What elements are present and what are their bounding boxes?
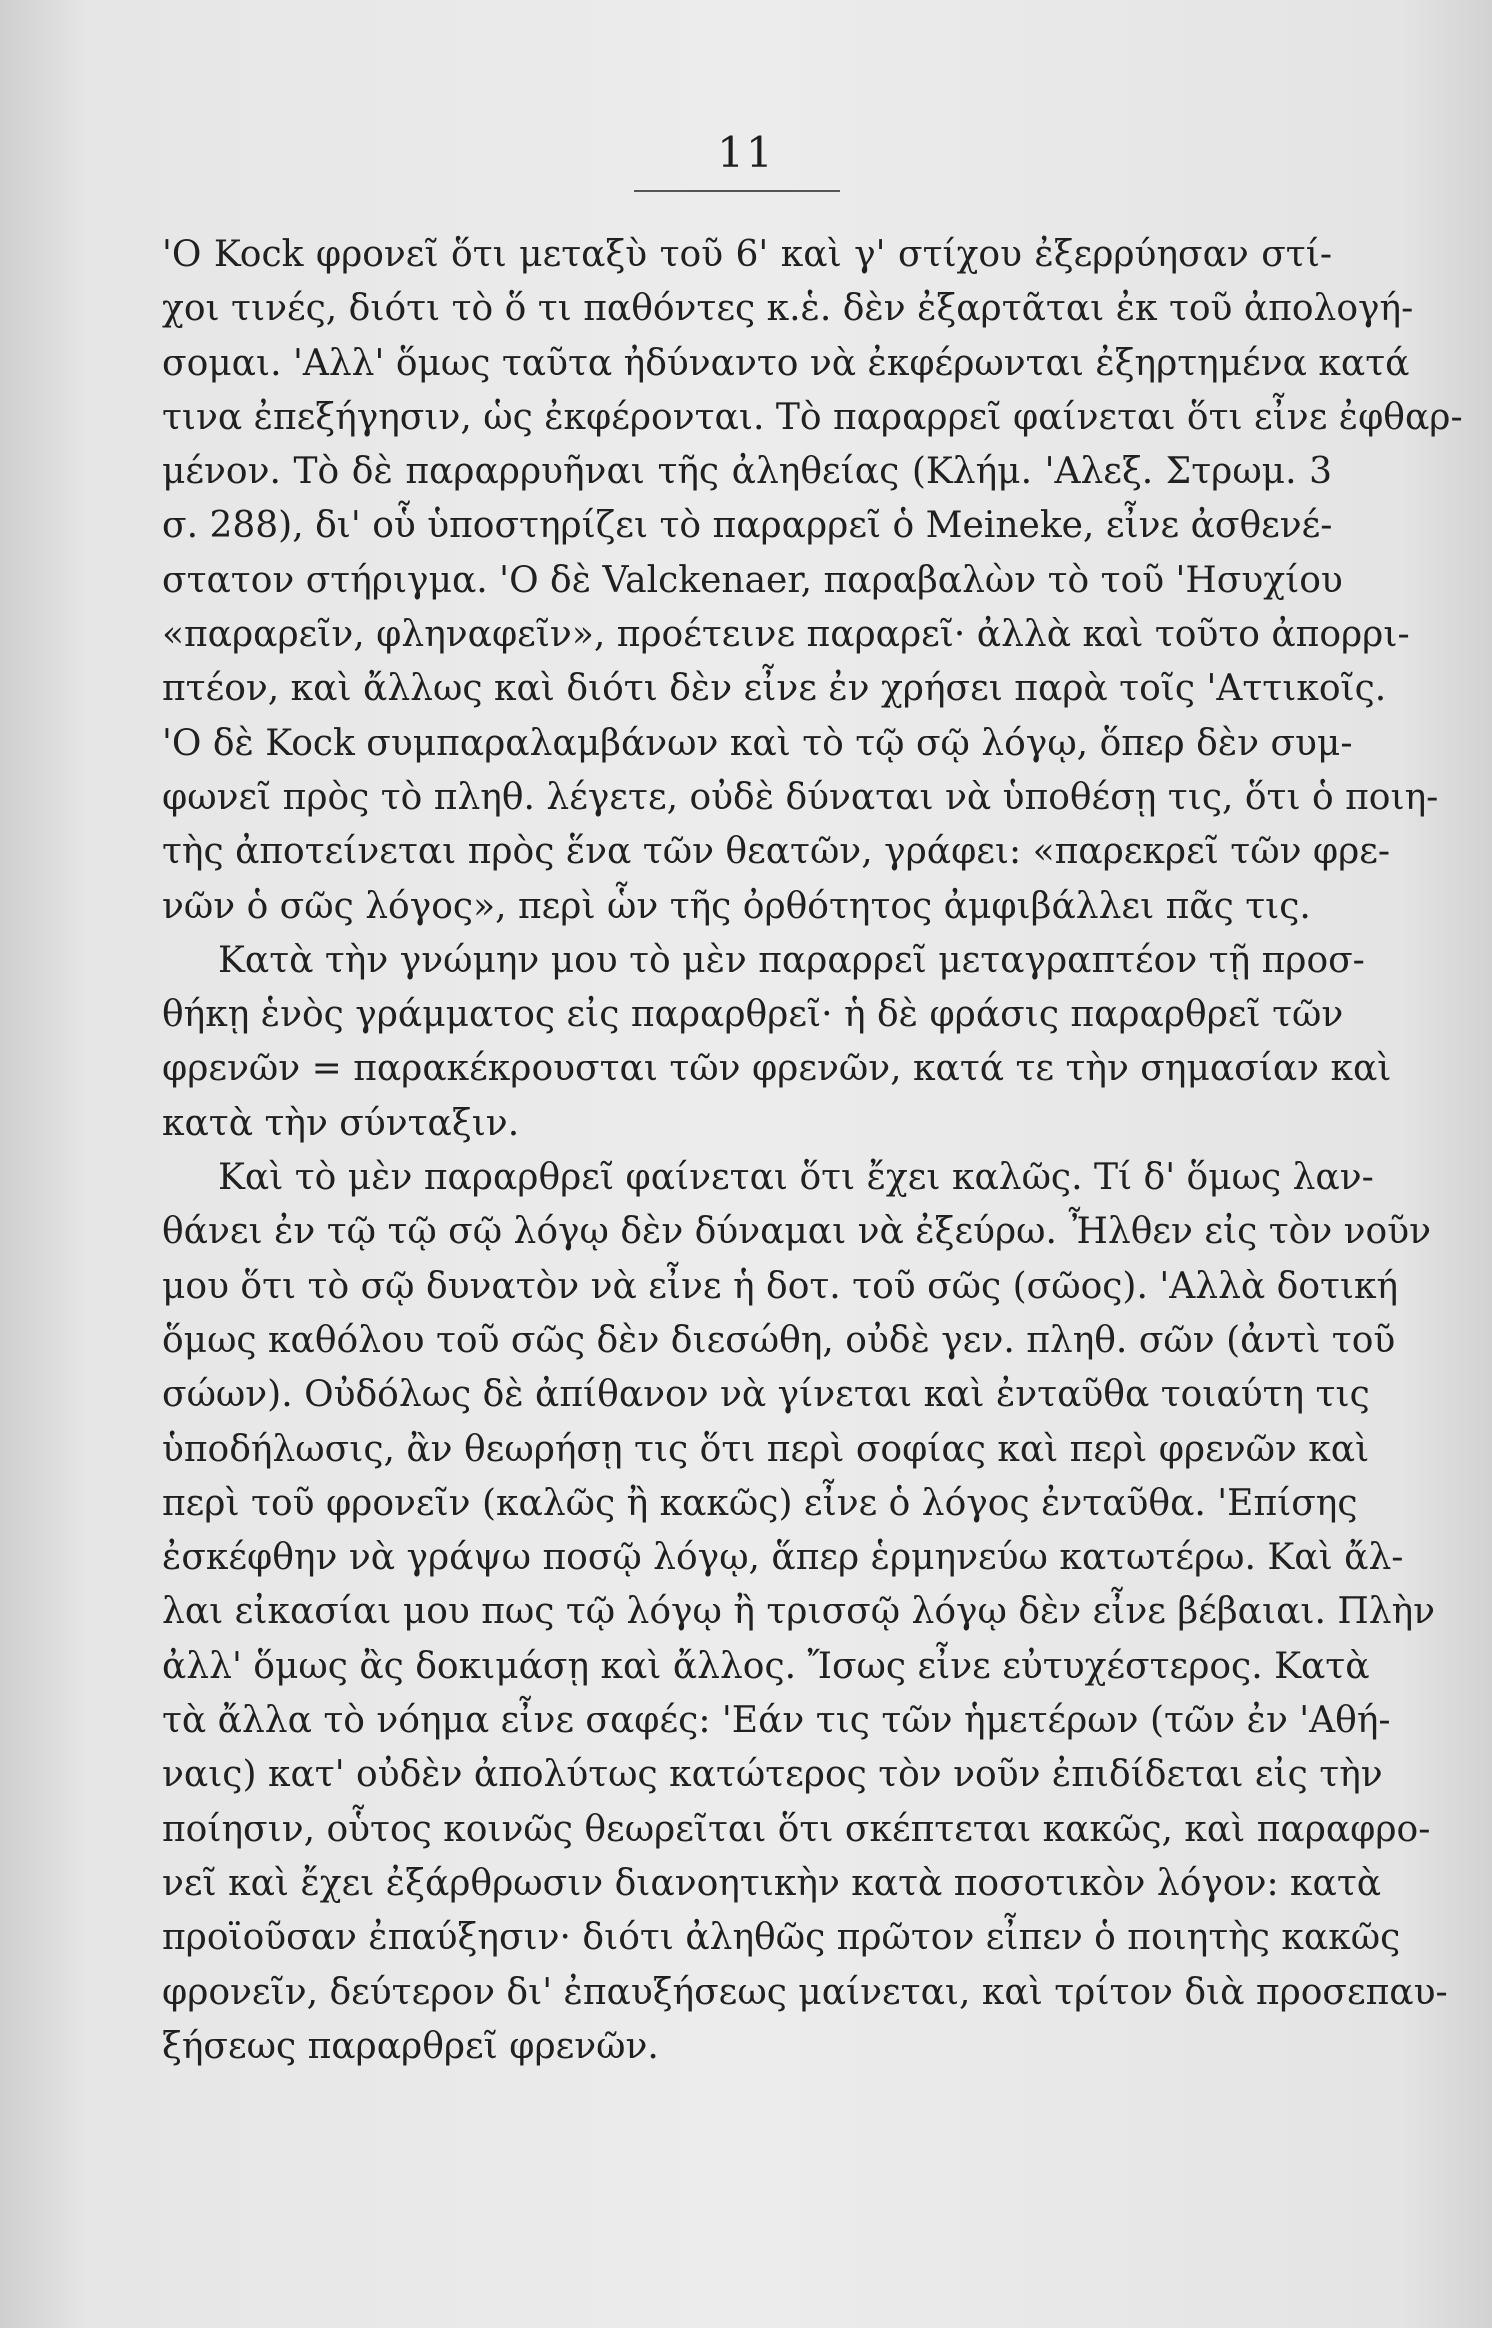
text-line: χοι τινές, διότι τὸ ὅ τι παθόντες κ.ἑ. δὲν ἐξαρτᾶται ἐκ τοῦ ἀπολογή- [162, 288, 1414, 330]
text-line: στατον στήριγμα. 'Ο δὲ Valckenaer, παραβαλὼν τὸ τοῦ 'Ησυχίου [162, 559, 1343, 601]
text-line: φωνεῖ πρὸς τὸ πληθ. λέγετε, οὐδὲ δύναται νὰ ὑποθέσῃ τις, ὅτι ὁ ποιη- [162, 776, 1439, 818]
text-line: 'Ο Kock φρονεῖ ὅτι μεταξὺ τοῦ 6' καὶ γ' στίχου ἐξερρύησαν στί- [162, 234, 1332, 275]
text-line: τὴς ἀποτείνεται πρὸς ἕνα τῶν θεατῶν, γράφει: «παρεκρεῖ τῶν φρε- [162, 831, 1391, 873]
text-line: νεῖ καὶ ἔχει ἐξάρθρωσιν διανοητικὴν κατὰ ποσοτικὸν λόγον: κατὰ [162, 1862, 1382, 1904]
text-line: σομαι. 'Αλλ' ὅμως ταῦτα ἠδύναντο νὰ ἐκφέρωνται ἐξηρτημένα κατά [162, 342, 1410, 384]
header-rule [634, 190, 840, 192]
text-line: προϊοῦσαν ἐπαύξησιν· διότι ἀληθῶς πρῶτον εἶπεν ὁ ποιητὴς κακῶς [162, 1917, 1401, 1959]
text-line: θήκῃ ἑνὸς γράμματος εἰς παραρθρεῖ· ἡ δὲ φράσις παραρθρεῖ τῶν [162, 994, 1344, 1036]
text-line: θάνει ἐν τῷ τῷ σῷ λόγῳ δὲν δύναμαι νὰ ἐξεύρω. Ἦλθεν εἰς τὸν νοῦν [162, 1211, 1431, 1253]
text-line: Κατὰ τὴν γνώμην μου τὸ μὲν παραρρεῖ μεταγραπτέον τῇ προσ- [218, 939, 1365, 981]
text-line: μένον. Τὸ δὲ παραρρυῆναι τῆς ἀληθείας (Κλήμ. 'Αλεξ. Στρωμ. 3 [162, 451, 1332, 493]
text-line: λαι εἰκασίαι μου πως τῷ λόγῳ ἢ τρισσῷ λόγῳ δὲν εἶνε βέβαιαι. Πλὴν [162, 1591, 1436, 1633]
body-text [162, 228, 1463, 2074]
text-line: σ. 288), δι' οὗ ὑποστηρίζει τὸ παραρρεῖ ὁ Meineke, εἶνε ἀσθενέ- [162, 505, 1333, 547]
text-line: ἀλλ' ὅμως ἂς δοκιμάσῃ καὶ ἄλλος. Ἴσως εἶνε εὐτυχέστερος. Κατὰ [162, 1645, 1370, 1687]
text-line: περὶ τοῦ φρονεῖν (καλῶς ἢ κακῶς) εἶνε ὁ λόγος ἐνταῦθα. 'Επίσης [162, 1482, 1358, 1524]
text-line: πτέον, καὶ ἄλλως καὶ διότι δὲν εἶνε ἐν χρήσει παρὰ τοῖς 'Αττικοῖς. [162, 668, 1387, 710]
text-line: Καὶ τὸ μὲν παραρθρεῖ φαίνεται ὅτι ἔχει καλῶς. Τί δ' ὅμως λαν- [218, 1157, 1374, 1199]
text-line: μου ὅτι τὸ σῷ δυνατὸν νὰ εἶνε ἡ δοτ. τοῦ σῶς (σῶος). 'Αλλὰ δοτική [162, 1265, 1399, 1307]
text-line: ποίησιν, οὗτος κοινῶς θεωρεῖται ὅτι σκέπτεται κακῶς, καὶ παραφρο- [162, 1808, 1431, 1850]
text-line: τινα ἐπεξήγησιν, ὡς ἐκφέρονται. Τὸ παραρρεῖ φαίνεται ὅτι εἶνε ἐφθαρ- [162, 396, 1463, 438]
text-line: ἐσκέφθην νὰ γράψω ποσῷ λόγῳ, ἅπερ ἑρμηνεύω κατωτέρω. Καὶ ἄλ- [162, 1537, 1404, 1579]
text-line: σώων). Οὐδόλως δὲ ἀπίθανον νὰ γίνεται καὶ ἐνταῦθα τοιαύτη τις [162, 1374, 1370, 1416]
page-number: 11 [717, 128, 775, 177]
text-line: τὰ ἄλλα τὸ νόημα εἶνε σαφές: 'Εάν τις τῶν ἡμετέρων (τῶν ἐν 'Αθή- [162, 1700, 1391, 1742]
text-line: ὑποδήλωσις, ἂν θεωρήσῃ τις ὅτι περὶ σοφίας καὶ περὶ φρενῶν καὶ [162, 1428, 1370, 1470]
text-line: φρονεῖν, δεύτερον δι' ἐπαυξήσεως μαίνεται, καὶ τρίτον διὰ προσεπαυ- [162, 1971, 1448, 2013]
text-line: νῶν ὁ σῶς λόγος», περὶ ὧν τῆς ὀρθότητος ἀμφιβάλλει πᾶς τις. [162, 885, 1311, 927]
text-line: ναις) κατ' οὐδὲν ἀπολύτως κατώτερος τὸν νοῦν ἐπιδίδεται εἰς τὴν [162, 1754, 1383, 1796]
text-line: ὅμως καθόλου τοῦ σῶς δὲν διεσώθη, οὐδὲ γεν. πληθ. σῶν (ἀντὶ τοῦ [162, 1319, 1396, 1361]
text-line: ξήσεως παραρθρεῖ φρενῶν. [162, 2025, 659, 2067]
text-line: 'Ο δὲ Kock συμπαραλαμβάνων καὶ τὸ τῷ σῷ λόγῳ, ὅπερ δὲν συμ- [162, 722, 1353, 764]
text-line: «παραρεῖν, φληναφεῖν», προέτεινε παραρεῖ· ἀλλὰ καὶ τοῦτο ἀπορρι- [162, 614, 1410, 656]
text-line: κατὰ τὴν σύνταξιν. [162, 1102, 520, 1144]
text-line: φρενῶν = παρακέκρουσται τῶν φρενῶν, κατά τε τὴν σημασίαν καὶ [162, 1048, 1392, 1090]
